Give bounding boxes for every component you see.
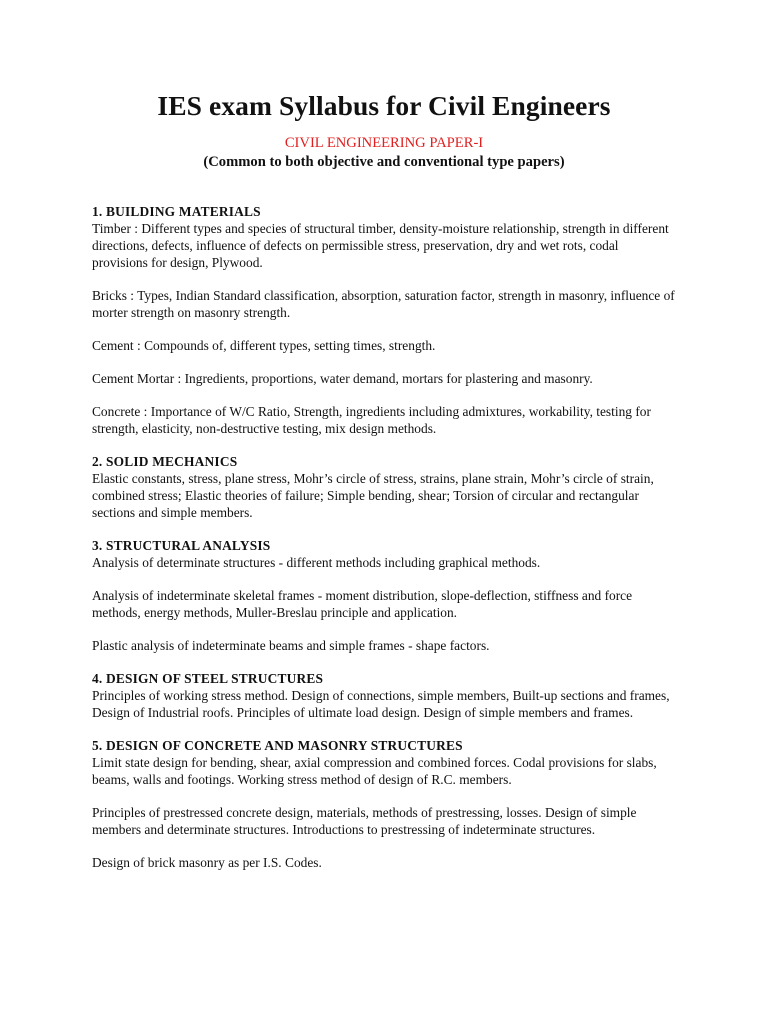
section-paragraph: Design of brick masonry as per I.S. Codes. — [92, 855, 322, 870]
section-heading: 5. DESIGN OF CONCRETE AND MASONRY STRUCTURES — [92, 738, 463, 753]
section-paragraph: Elastic constants, stress, plane stress, Mohr’s circle of stress, strains, plane strain, Mohr’s circle of strain, combined stress; Elastic theories of failure; Simple bending, shear; Torsion of circular and rectangular sections and simple members. — [92, 471, 654, 520]
paper-heading: CIVIL ENGINEERING PAPER-I — [284, 135, 484, 151]
section-heading: 2. SOLID MECHANICS — [92, 454, 238, 469]
syllabus-content — [92, 203, 676, 871]
paper-subheading: (Common to both objective and conventional type papers) — [203, 154, 565, 170]
section-paragraph: Analysis of indeterminate skeletal frames - moment distribution, slope-deflection, stiffness and force methods, energy methods, Muller-Breslau principle and application. — [92, 588, 633, 620]
section-design-of-concrete-and-masonry-structures — [92, 737, 676, 871]
section-design-of-steel-structures — [92, 670, 676, 721]
section-paragraph: Timber : Different types and species of structural timber, density-moisture relationship, strength in different directions, defects, influence of defects on permissible stress, preservation, dry and wet rots, codal provisions for design, Plywood. — [92, 221, 669, 270]
section-paragraph: Bricks : Types, Indian Standard classification, absorption, saturation factor, strength in masonry, influence of morter strength on masonry strength. — [92, 288, 675, 320]
section-paragraph: Principles of prestressed concrete design, materials, methods of prestressing, losses. Design of simple members and determinate structures. Introductions to prestressing of indeterminate structures. — [92, 805, 637, 837]
section-paragraph: Cement Mortar : Ingredients, proportions, water demand, mortars for plastering and masonry. — [92, 371, 593, 386]
section-structural-analysis — [92, 537, 676, 654]
section-heading: 3. STRUCTURAL ANALYSIS — [92, 538, 271, 553]
section-paragraph: Concrete : Importance of W/C Ratio, Strength, ingredients including admixtures, workability, testing for strength, elasticity, non-destructive testing, mix design methods. — [92, 404, 651, 436]
section-building-materials — [92, 203, 676, 437]
section-paragraph: Limit state design for bending, shear, axial compression and combined forces. Codal provisions for slabs, beams, walls and footings. Working stress method of design of R.C. members. — [92, 755, 657, 787]
section-heading: 4. DESIGN OF STEEL STRUCTURES — [92, 671, 324, 686]
section-paragraph: Plastic analysis of indeterminate beams and simple frames - shape factors. — [92, 638, 490, 653]
section-paragraph: Principles of working stress method. Design of connections, simple members, Built-up sections and frames, Design of Industrial roofs. Principles of ultimate load design. Design of simple members and frames. — [92, 688, 670, 720]
section-solid-mechanics — [92, 453, 676, 521]
document-title: IES exam Syllabus for Civil Engineers — [157, 90, 611, 121]
section-heading: 1. BUILDING MATERIALS — [92, 204, 261, 219]
section-paragraph: Analysis of determinate structures - different methods including graphical methods. — [92, 555, 541, 570]
section-paragraph: Cement : Compounds of, different types, setting times, strength. — [92, 338, 436, 353]
